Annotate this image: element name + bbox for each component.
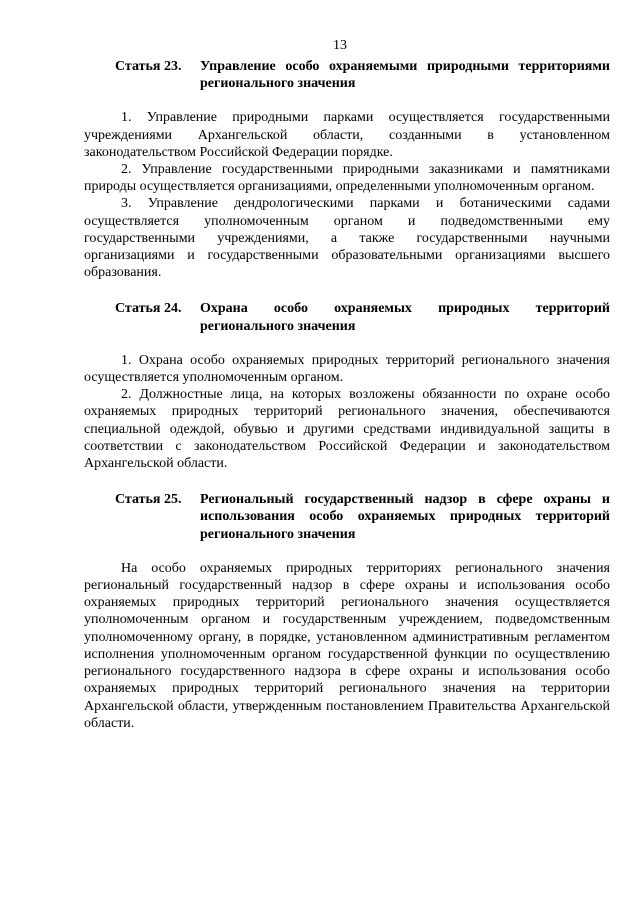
article-title: Региональный государственный надзор в сфере охраны и использования особо охраняемых природных территорий регионального значения <box>200 492 610 542</box>
paragraph: 2. Управление государственными природными заказниками и памятниками природы осуществляется организациями, определенными уполномоченным органом. <box>84 162 610 195</box>
paragraph: 3. Управление дендрологическими парками и ботаническими садами осуществляется уполномоченным органом и подведомственными ему государственными учреждениями, а также государственными научными организациями и государственными образовательными организациями высшего образования. <box>84 196 610 281</box>
document-body <box>84 58 610 732</box>
article-number: Статья 25. <box>115 492 182 508</box>
page-number: 13 <box>333 38 347 53</box>
article-25-heading <box>84 491 610 543</box>
article-number: Статья 23. <box>115 59 182 74</box>
article-23-heading <box>84 58 610 92</box>
paragraph: На особо охраняемых природных территориях регионального значения региональный государственный надзор в сфере охраны и использования особо охраняемых природных территорий регионального значения осуществляется уполномоченным органом и государственным учреждением, подведомственным уполномоченному органу, в порядке, установленном административным регламентом исполнения уполномоченным органом государственной функции по осуществлению регионального государственного надзора в сфере охраны и использования особо охраняемых природных территорий регионального значения на территории Архангельской области, утвержденным постановлением Правительства Архангельской области. <box>84 560 610 731</box>
article-title: Охрана особо охраняемых природных территорий регионального значения <box>200 301 610 334</box>
paragraph: 2. Должностные лица, на которых возложены обязанности по охране особо охраняемых природных территорий регионального значения, обеспечиваются специальной одеждой, обувью и другими средствами индивидуальной защиты в соответствии с законодательством Российской Федерации и законодательством Архангельской области. <box>84 387 610 472</box>
paragraph: 1. Управление природными парками осуществляется государственными учреждениями Архангельской области, созданными в установленном законодательством Российской Федерации порядке. <box>84 110 610 160</box>
article-title: Управление особо охраняемыми природными территориями регионального значения <box>200 59 610 92</box>
paragraph: 1. Охрана особо охраняемых природных территорий регионального значения осуществляется уполномоченным органом. <box>84 352 610 386</box>
article-number: Статья 24. <box>115 301 182 317</box>
article-24-heading <box>84 300 610 334</box>
